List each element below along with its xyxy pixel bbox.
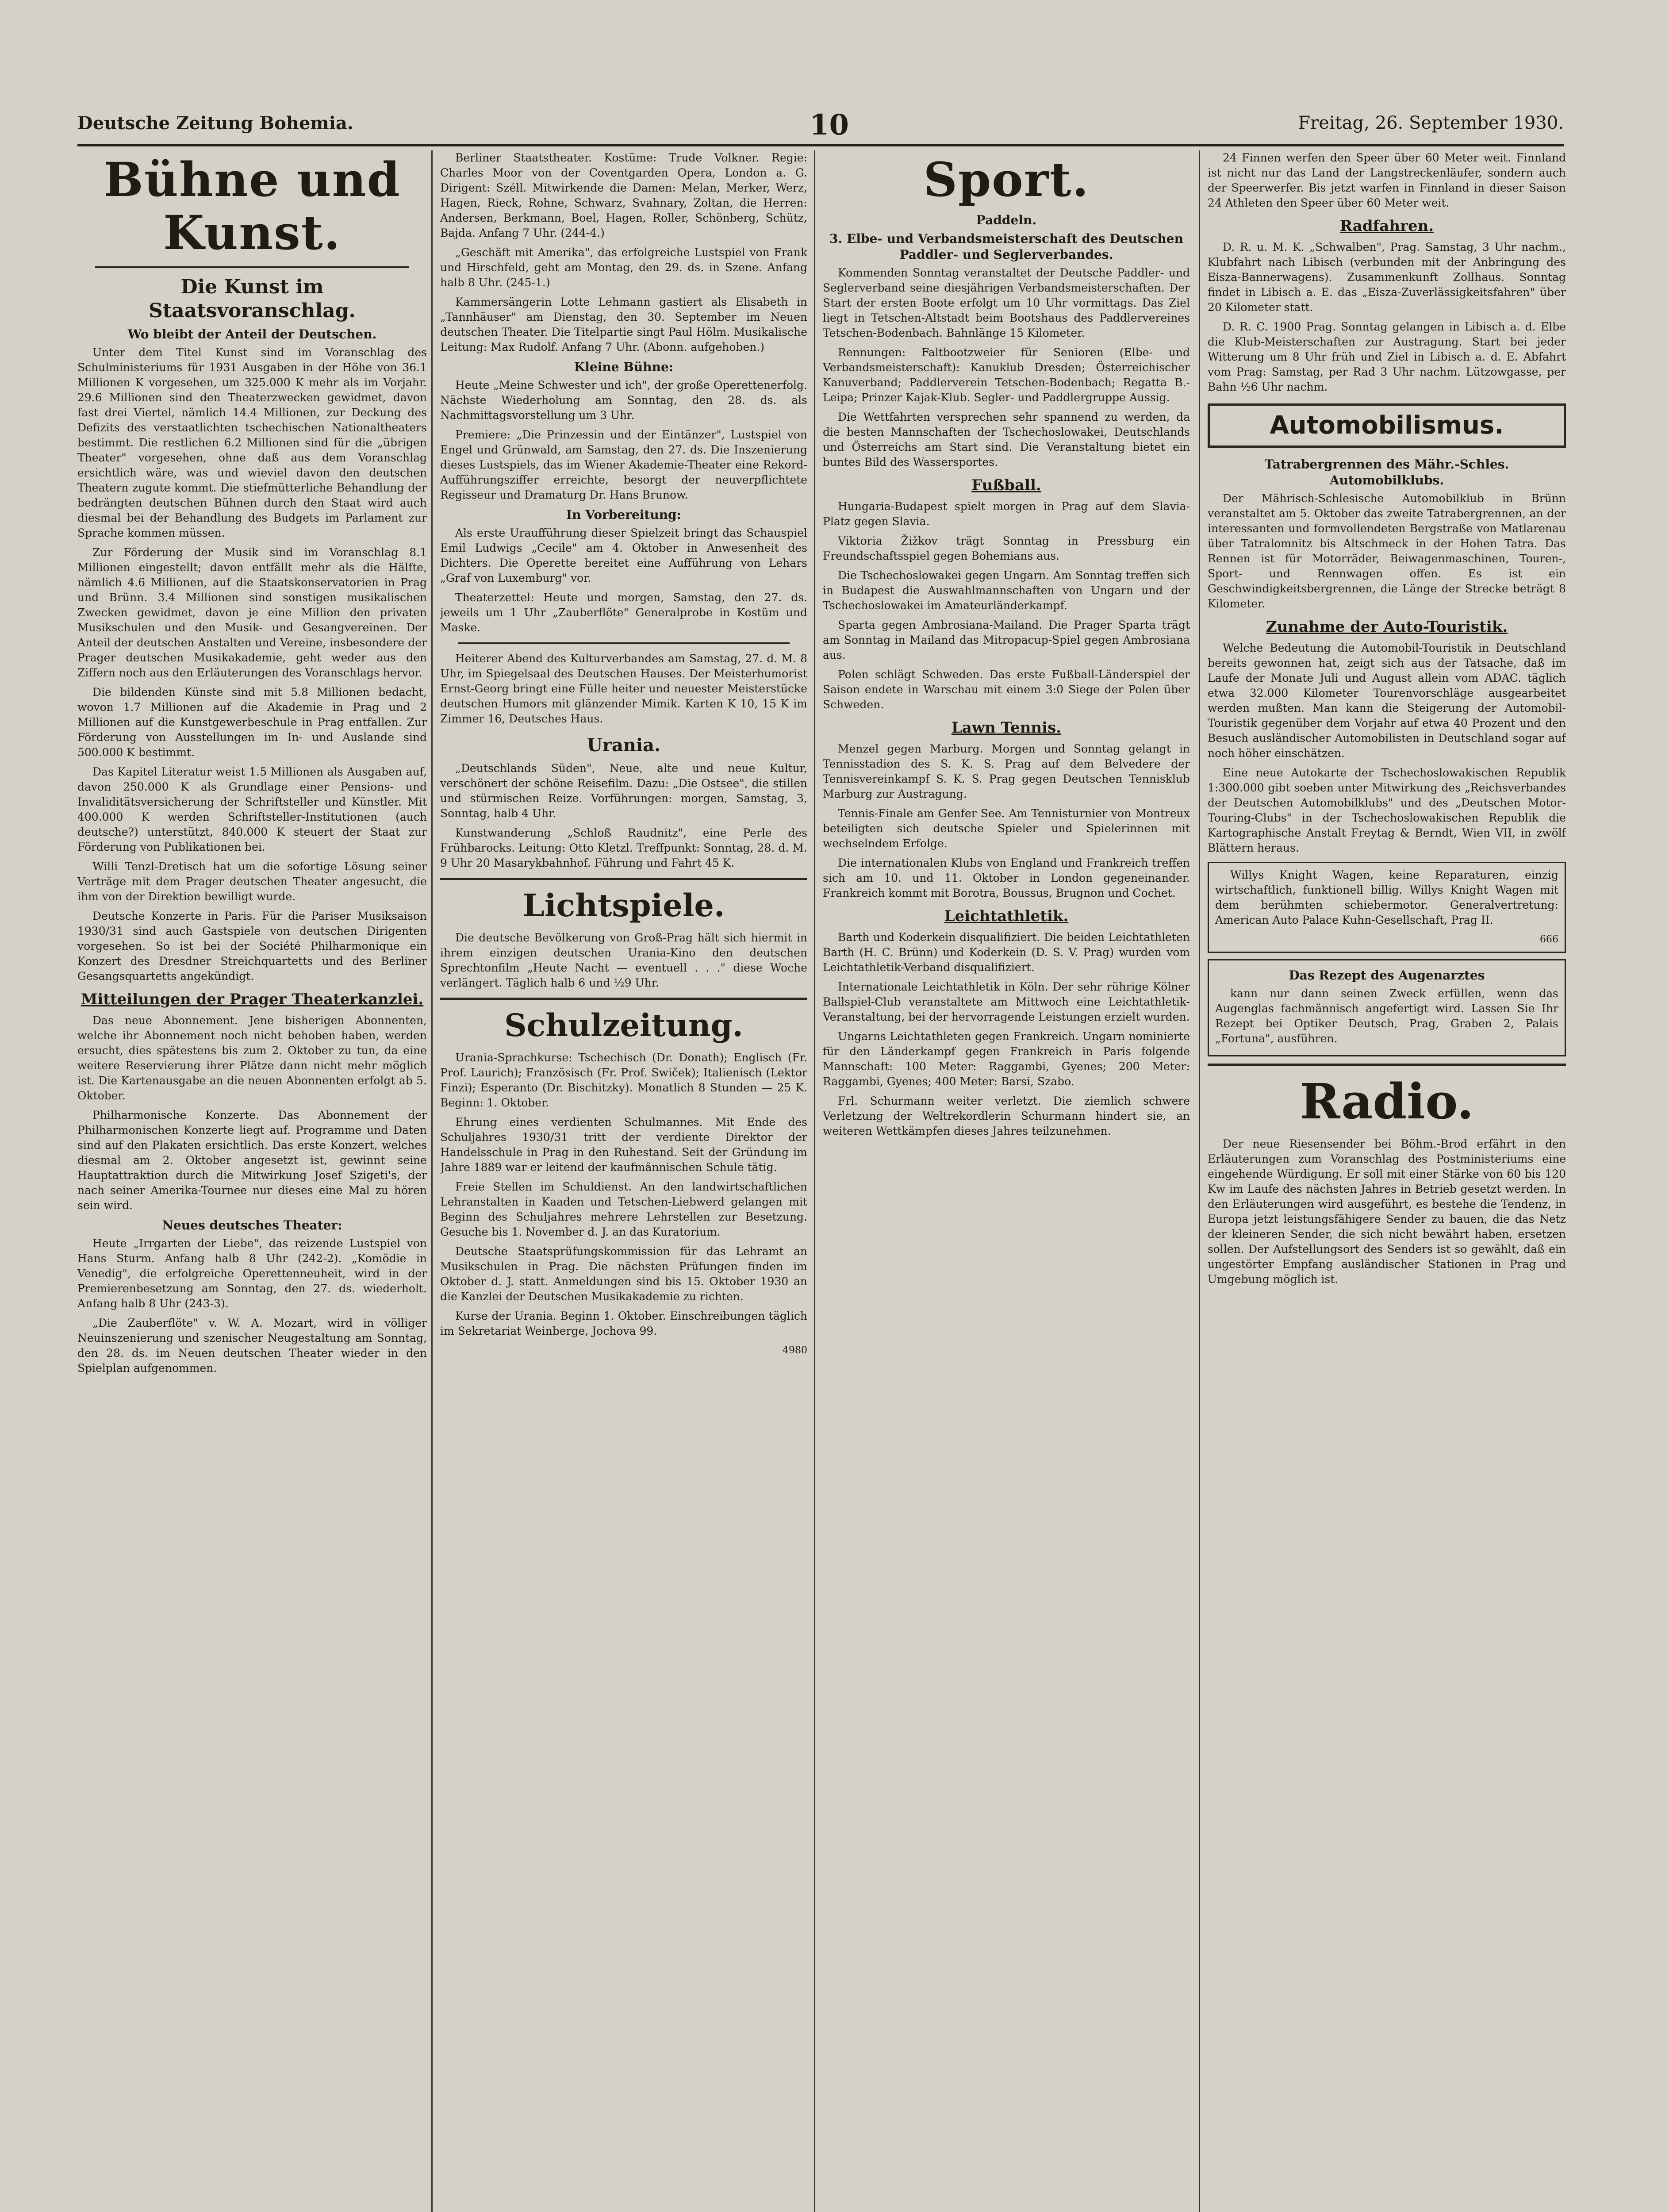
subheading: Urania. [587,735,660,756]
paragraph: Frl. Schurmann weiter verletzt. Die ziemlich schwere Verletzung der Weltrekordlerin Schurmann hindert sie, an weiteren Wettkämpfen dieses Jahres teilzunehmen. [823,1094,1190,1137]
paragraph: Berliner Staatstheater. Kostüme: Trude Volkner. Regie: Charles Moor von der Coventgarden Opera, London a. G. Dirigent: Széll. Mitwirkende die Damen: Melan, Merker, Werz, Hagen, Rieck, Rohne, Schwarz, Svahnary, Zoltan, die Herren: Andersen, Berkmann, Boel, Hagen, Roller, Schönberg, Schütz, Bajda. Anfang 7 Uhr. (244-4.) [440,151,807,239]
paragraph: Heute „Meine Schwester und ich", der große Operettenerfolg. Nächste Wiederholung am Sonntag, den 28. ds. als Nachmittagsvorstellung um 3 Uhr. [440,379,807,422]
paragraph: Deutsche Staatsprüfungskommission für das Lehramt an Musikschulen in Prag. Die nächsten Prüfungen finden im Oktober d. J. statt. Anmeldungen sind bis 15. Oktober 1930 an die Kanzlei der Deutschen Musikakademie zu richten. [440,1245,807,1303]
divider [440,998,807,1000]
subheading: Tatrabergrennen des Mähr.-Schles. Automobilklubs. [1264,457,1509,488]
subheading: Leichtathletik. [944,907,1069,925]
paragraph: Rennungen: Faltbootzweier für Senioren (Elbe- und Verbandsmeisterschaft): Kanuklub Dresden; Österreichischer Kanuverband; Paddlerverein Tetschen-Bodenbach; Regatta B.-Leipa; Prinzer Kajak-Klub. Segler- und Paddlergruppe Aussig. [823,346,1190,404]
paragraph: „Geschäft mit Amerika", das erfolgreiche Lustspiel von Frank und Hirschfeld, geht am Montag, den 29. ds. in Szene. Anfang halb 8 Uhr. (245-1.) [440,246,807,289]
paragraph: Ungarns Leichtathleten gegen Frankreich. Ungarn nominierte für den Länderkampf gegen Frankreich in Paris folgende Mannschaft: 100 Meter: Raggambi, Gyenes; 200 Meter: Raggambi, Gyenes; 400 Meter: Barsi, Szabo. [823,1030,1190,1088]
column-3 [823,150,1190,2212]
advertisement-optiker [1208,959,1566,1056]
paragraph: Freie Stellen im Schuldienst. An den landwirtschaftlichen Lehranstalten in Kaaden und Tetschen-Liebwerd gelangen mit Beginn des Schuljahres mehrere Lehrstellen zur Besetzung. Gesuche bis 1. November d. J. an das Kuratorium. [440,1180,807,1238]
ad-number: 666 [1540,934,1558,945]
subheading: Paddeln. [976,213,1037,227]
subheading: In Vorbereitung: [566,507,681,522]
page-number: 10 [810,108,849,142]
paragraph: D. R. C. 1900 Prag. Sonntag gelangen in Libisch a. d. Elbe die Klub-Meisterschaften zur Austragung. Start bei jeder Witterung um 8 Uhr früh und Ziel in Libisch a. d. E. Abfahrt vom Prag: Samstag, per Rad 3 Uhr nachm. Lützowgasse, per Bahn ½6 Uhr nachm. [1208,320,1566,393]
paragraph: Die bildenden Künste sind mit 5.8 Millionen bedacht, wovon 1.7 Millionen auf die Akademie in Prag und 2 Millionen auf die Kunstgewerbeschule in Prag entfallen. Zur Förderung von Ausstellungen im In- und Auslande sind 500.000 K bestimmt. [77,686,427,759]
subheading: Zunahme der Auto-Touristik. [1266,618,1508,636]
paragraph: Das neue Abonnement. Jene bisherigen Abonnenten, welche ihr Abonnement noch nicht behoben haben, werden ersucht, dies spätestens bis zum 2. Oktober zu tun, da eine weitere Reservierung ihrer Plätze dann nicht mehr möglich ist. Die Kartenausgabe an die neuen Abonnenten erfolgt ab 5. Oktober. [77,1014,427,1102]
paragraph: Premiere: „Die Prinzessin und der Eintänzer", Lustspiel von Engel und Grünwald, am Samstag, den 27. ds. Die Inszenierung dieses Lustspiels, das im Wiener Akademie-Theater eine Rekord-Aufführungsziffer erreichte, besorgt der neuverpflichtete Regisseur und Dramaturg Dr. Hans Brunow. [440,428,807,501]
paragraph: Als erste Uraufführung dieser Spielzeit bringt das Schauspiel Emil Ludwigs „Cecile" am 4. Oktober in Anwesenheit des Dichters. Die Operette bereitet eine Aufführung von Lehars „Graf von Luxemburg" vor. [440,526,807,584]
paragraph: Polen schlägt Schweden. Das erste Fußball-Länderspiel der Saison endete in Warschau mit einem 3:0 Siege der Polen über Schweden. [823,668,1190,711]
ad-text: kann nur dann seinen Zweck erfüllen, wenn das Augenglas fachmännisch angefertigt wird. Lassen Sie Ihr Rezept bei Optiker Deutsch, Prag, Graben 2, Palais „Fortuna", ausführen. [1215,987,1558,1045]
paragraph: Die deutsche Bevölkerung von Groß-Prag hält sich hiermit in ihrem einzigen deutschen Urania-Kino den deutschen Sprechtonfilm „Heute Nacht — eventuell . . ." diese Woche verlängert. Täglich halb 6 und ½9 Uhr. [440,931,807,989]
paragraph: Der Mährisch-Schlesische Automobilklub in Brünn veranstaltet am 5. Oktober das zweite Tatrabergrennen, an der interessanten und formvollendeten Bergstraße von Matlarenau über Tatralomnitz bis Altschmeck in der Hohen Tatra. Das Rennen ist für Motorräder, Beiwagenmaschinen, Touren-, Sport- und Rennwagen offen. Es ist ein Geschwindigkeitsbergrennen, die Länge der Strecke beträgt 8 Kilometer. [1208,492,1566,610]
paragraph: Deutsche Konzerte in Paris. Für die Pariser Musiksaison 1930/31 sind auch Gastspiele von deutschen Dirigenten vorgesehen. So ist bei der Société Philharmonique ein Konzert des Dresdner Streichquartetts und des Berliner Gesangsquartetts angekündigt. [77,910,427,983]
paragraph: Kommenden Sonntag veranstaltet der Deutsche Paddler- und Seglerverband seine diesjährigen Verbandsmeisterschaften. Der Start der ersten Boote erfolgt um 10 Uhr vormittags. Das Ziel liegt in Tetschen-Altstadt beim Bootshaus des Paddlervereines Tetschen-Bodenbach. Bahnlänge 15 Kilometer. [823,266,1190,339]
paragraph: Die Wettfahrten versprechen sehr spannend zu werden, da die besten Mannschaften der Tschechoslowakei, Deutschlands und Österreichs am Start sind. Die Veranstaltung bietet ein buntes Bild des Wassersportes. [823,411,1190,469]
paragraph: Kurse der Urania. Beginn 1. Oktober. Einschreibungen täglich im Sekretariat Weinberge, Jochova 99. [440,1310,807,1337]
column-2 [440,150,807,2212]
subheading: Kleine Bühne: [574,360,674,374]
paragraph: Menzel gegen Marburg. Morgen und Sonntag gelangt in Tennisstadion des S. K. S. Prag auf dem Belvedere der Tennisvereinkampf S. K. S. Prag gegen Deutschen Tennisklub Marburg zur Austragung. [823,742,1190,800]
paragraph: Zur Förderung der Musik sind im Voranschlag 8.1 Millionen eingestellt; davon entfällt mehr als die Hälfte, nämlich 4.6 Millionen, auf die Staatskonservatorien in Prag und Brünn. 3.4 Millionen sind sonstigen musikalischen Zwecken gewidmet, davon je eine Million den privaten Musikschulen und den Musik- und Gesangvereinen. Der Anteil der deutschen Anstalten und Vereine, insbesondere der Prager deutschen Musikakademie, geht weder aus den Ziffern noch aus den Erläuterungen des Voranschlags hervor. [77,546,427,679]
subheading: Fußball. [971,476,1041,494]
paragraph: D. R. u. M. K. „Schwalben", Prag. Samstag, 3 Uhr nachm., Klubfahrt nach Libisch (verbunden mit der Anbringung des Eisza-Bannerwagens). Zusammenkunft Zollhaus. Sonntag findet in Libisch a. E. das „Eisza-Zuverlässigkeitsfahren" über 20 Kilometer statt. [1208,241,1566,314]
paragraph: Internationale Leichtathletik in Köln. Der sehr rührige Kölner Ballspiel-Club veranstaltete am Mittwoch eine Leichtathletik-Veranstaltung, bei der hervorragende Leistungen erzielt wurden. [823,980,1190,1023]
section-title-sport: Sport. [923,152,1090,207]
paragraph: Philharmonische Konzerte. Das Abonnement der Philharmonischen Konzerte liegt auf. Programme und Daten sind auf den Plakaten ersichtlich. Das erste Konzert, welches diesmal am 2. Oktober angesetzt ist, gewinnt seine Hauptattraktion durch die Mitwirkung Josef Szigeti's, der nach seiner Amerika-Tournee nur dieses eine Mal zu hören sein wird. [77,1109,427,1212]
column-1 [77,150,427,2212]
subheading: Mitteilungen der Prager Theaterkanzlei. [81,991,424,1008]
subheading: Radfahren. [1339,217,1434,235]
issue-date: Freitag, 26. September 1930. [1298,113,1564,133]
section-title-schulzeitung: Schulzeitung. [504,1007,743,1044]
subheading: 3. Elbe- und Verbandsmeisterschaft des Deutschen Paddler- und Seglerverbandes. [829,231,1183,262]
paragraph: Ehrung eines verdienten Schulmannes. Mit Ende des Schuljahres 1930/31 tritt der verdiente Direktor der Handelsschule in Prag in den Ruhestand. Seit der Gründung im Jahre 1889 war er leitend der kaufmännischen Schule tätig. [440,1116,807,1174]
ad-heading: Das Rezept des Augenarztes [1289,968,1485,983]
paragraph: 24 Finnen werfen den Speer über 60 Meter weit. Finnland ist nicht nur das Land der Langstreckenläufer, sondern auch der Speerwerfer. Bis jetzt warfen in Finnland in dieser Saison 24 Athleten den Speer über 60 Meter weit. [1208,151,1566,209]
paragraph: „Deutschlands Süden", Neue, alte und neue Kultur, verschönert der schöne Reisefilm. Dazu: „Die Ostsee", die stillen und stürmischen Reize. Vorführungen: morgen, Samstag, 3, Sonntag, halb 4 Uhr. [440,762,807,820]
divider [1208,1064,1566,1066]
paragraph: Unter dem Titel Kunst sind im Voranschlag des Schulministeriums für 1931 Ausgaben in der Höhe von 36.1 Millionen K vorgesehen, um 325.000 K mehr als im Vorjahr. 29.6 Millionen sind den Theaterzwecken gewidmet, davon fast drei Viertel, nämlich 14.4 Millionen, zur Deckung des Defizits des verstaatlichten tschechischen Nationaltheaters bestimmt. Die restlichen 6.2 Millionen sind für die „übrigen Theater" vorgesehen, ohne daß aus dem Voranschlag ersichtlich wäre, was und wieviel davon den deutschen Theatern zugute kommt. Die stiefmütterliche Behandlung der bedrängten deutschen Bühnen durch den Staat wird auch diesmal bei der Behandlung des Budgets im Parlament zur Sprache kommen müssen. [77,346,427,539]
paragraph: Das Kapitel Literatur weist 1.5 Millionen als Ausgaben auf, davon 250.000 K als Grundlage einer Pensions- und Invaliditätsversicherung der Schriftsteller und Künstler. Mit 400.000 K werden Schriftsteller-Institutionen (auch deutsche?) unterstützt, 840.000 K steuert der Staat zur Förderung von Publikationen bei. [77,765,427,853]
column-4 [1208,150,1566,2212]
section-title-lichtspiele: Lichtspiele. [522,887,725,924]
column-rule [1199,150,1200,2212]
paragraph: Kammersängerin Lotte Lehmann gastiert als Elisabeth in „Tannhäuser" am Dienstag, den 30. September im Neuen deutschen Theater. Die Titelpartie singt Paul Hölm. Musikalische Leitung: Max Rudolf. Anfang 7 Uhr. (Abonn. aufgehoben.) [440,296,807,353]
masthead-left: Deutsche Zeitung Bohemia. [77,113,353,134]
paragraph: Viktoria Žižkov trägt Sonntag in Pressburg ein Freundschaftsspiel gegen Bohemians aus. [823,534,1190,562]
subheading: Lawn Tennis. [951,719,1062,737]
advertisement-willys-knight [1208,862,1566,953]
article-title: Die Kunst im Staatsvoranschlag. [149,276,356,322]
paragraph: Die internationalen Klubs von England und Frankreich treffen sich am 10. und 11. Oktober in London gegeneinander. Frankreich kommt mit Borotra, Boussus, Brugnon und Cochet. [823,856,1190,899]
paragraph: „Die Zauberflöte" v. W. A. Mozart, wird in völliger Neuinszenierung und szenischer Neugestaltung am Sonntag, den 28. ds. im Neuen deutschen Theater wieder in den Spielplan aufgenommen. [77,1317,427,1375]
paragraph: Theaterzettel: Heute und morgen, Samstag, den 27. ds. jeweils um 1 Uhr „Zauberflöte" Generalprobe in Kostüm und Maske. [440,591,807,634]
ad-text: Willys Knight Wagen, keine Reparaturen, einzig wirtschaftlich, funktionell billig. Willys Knight Wagen mit dem berühmten schiebermotor. Generalvertretung: American Auto Palace Kuhn-Gesellschaft, Prag II. [1215,868,1558,926]
section-title-buehne: Bühne und Kunst. [104,152,401,260]
ad-number: 4980 [783,1345,807,1356]
divider [95,266,409,268]
paragraph: Sparta gegen Ambrosiana-Mailand. Die Prager Sparta trägt am Sonntag in Mailand das Mitropacup-Spiel gegen Ambrosiana aus. [823,618,1190,661]
page-header [77,108,1564,146]
paragraph: Urania-Sprachkurse: Tschechisch (Dr. Donath); Englisch (Fr. Prof. Laurich); Französisch (Fr. Prof. Swiček); Italienisch (Lektor Finzi); Esperanto (Dr. Bischitzky). Monatlich 8 Stunden — 25 K. Beginn: 1. Oktober. [440,1051,807,1109]
paragraph: Heiterer Abend des Kulturverbandes am Samstag, 27. d. M. 8 Uhr, im Spiegelsaal des Deutschen Hauses. Der Meisterhumorist Ernst-Georg bringt eine Fülle heiter und neuester Meisterstücke deutschen Humors mit glänzender Mimik. Karten K 10, 15 K im Zimmer 16, Deutsches Haus. [440,652,807,725]
paragraph: Hungaria-Budapest spielt morgen in Prag auf dem Slavia-Platz gegen Slavia. [823,500,1190,528]
column-rule [431,150,433,2212]
paragraph: Der neue Riesensender bei Böhm.-Brod erfährt in den Erläuterungen zum Voranschlag des Postministeriums eine eingehende Würdigung. Er soll mit einer Stärke von 60 bis 120 Kw im Laufe des nächsten Jahres in Betrieb gesetzt werden. In den Erläuterungen wird ausgeführt, es bestehe die Tendenz, in Europa jetzt leistungsfähigere Sender zu bauen, die das Netz der kleineren Sender, die sich nicht bewährt haben, ersetzen sollen. Der Aufstellungsort des Senders ist so gewählt, daß ein ungestörter Empfang ausländischer Stationen in Prag und Umgebung möglich ist. [1208,1137,1566,1286]
article-subtitle: Wo bleibt der Anteil der Deutschen. [127,327,377,342]
paragraph: Barth und Koderkein disqualifiziert. Die beiden Leichtathleten Barth (H. C. Brünn) und Koderkein (D. S. V. Prag) wurden vom Leichtathletik-Verband disqualifiziert. [823,931,1190,974]
section-title-automobilismus: Automobilismus. [1208,403,1566,448]
subheading: Neues deutsches Theater: [162,1218,342,1233]
divider [458,642,790,644]
paragraph: Tennis-Finale am Genfer See. Am Tennisturnier von Montreux beteiligten sich deutsche Spieler und Spielerinnen mit wechselndem Erfolge. [823,807,1190,850]
paragraph: Die Tschechoslowakei gegen Ungarn. Am Sonntag treffen sich in Budapest die Auswahlmannschaften von Ungarn und der Tschechoslowakei im Amateurländerkampf. [823,569,1190,612]
paragraph: Heute „Irrgarten der Liebe", das reizende Lustspiel von Hans Sturm. Anfang halb 8 Uhr (242-2). „Komödie in Venedig", die erfolgreiche Operettenneuheit, wird in der Premierenbesetzung am Sonntag, den 27. ds. wiederholt. Anfang halb 8 Uhr (243-3). [77,1237,427,1310]
paragraph: Willi Tenzl-Dretisch hat um die sofortige Lösung seiner Verträge mit dem Prager deutschen Theater angesucht, die ihm von der Direktion bewilligt wurde. [77,860,427,903]
paragraph: Welche Bedeutung die Automobil-Touristik in Deutschland bereits gewonnen hat, zeigt sich aus der Tatsache, daß im Laufe der Monate Juli und August allein vom ADAC. täglich etwa 32.000 Kilometer Tourenvorschläge ausgearbeitet werden mußten. Man kann die Steigerung der Automobil-Touristik gegenüber dem Vorjahr auf etwa 40 Prozent und den Besuch ausländischer Automobilisten in Deutschland sogar auf noch höher einschätzen. [1208,641,1566,760]
section-title-radio: Radio. [1300,1073,1474,1130]
divider [440,878,807,880]
column-rule [814,150,815,2212]
paragraph: Kunstwanderung „Schloß Raudnitz", eine Perle des Frühbarocks. Leitung: Otto Kletzl. Treffpunkt: Sonntag, 28. d. M. 9 Uhr 20 Masarykbahnhof. Führung und Fahrt 45 K. [440,826,807,869]
paragraph: Eine neue Autokarte der Tschechoslowakischen Republik 1:300.000 gibt soeben unter Mitwirkung des „Reichsverbandes der Deutschen Automobilklubs" und des „Deutschen Motor-Touring-Clubs" in der Tschechoslowakischen Republik die Kartographische Anstalt Freytag & Berndt, Wien VII, in zwölf Blättern heraus. [1208,766,1566,854]
